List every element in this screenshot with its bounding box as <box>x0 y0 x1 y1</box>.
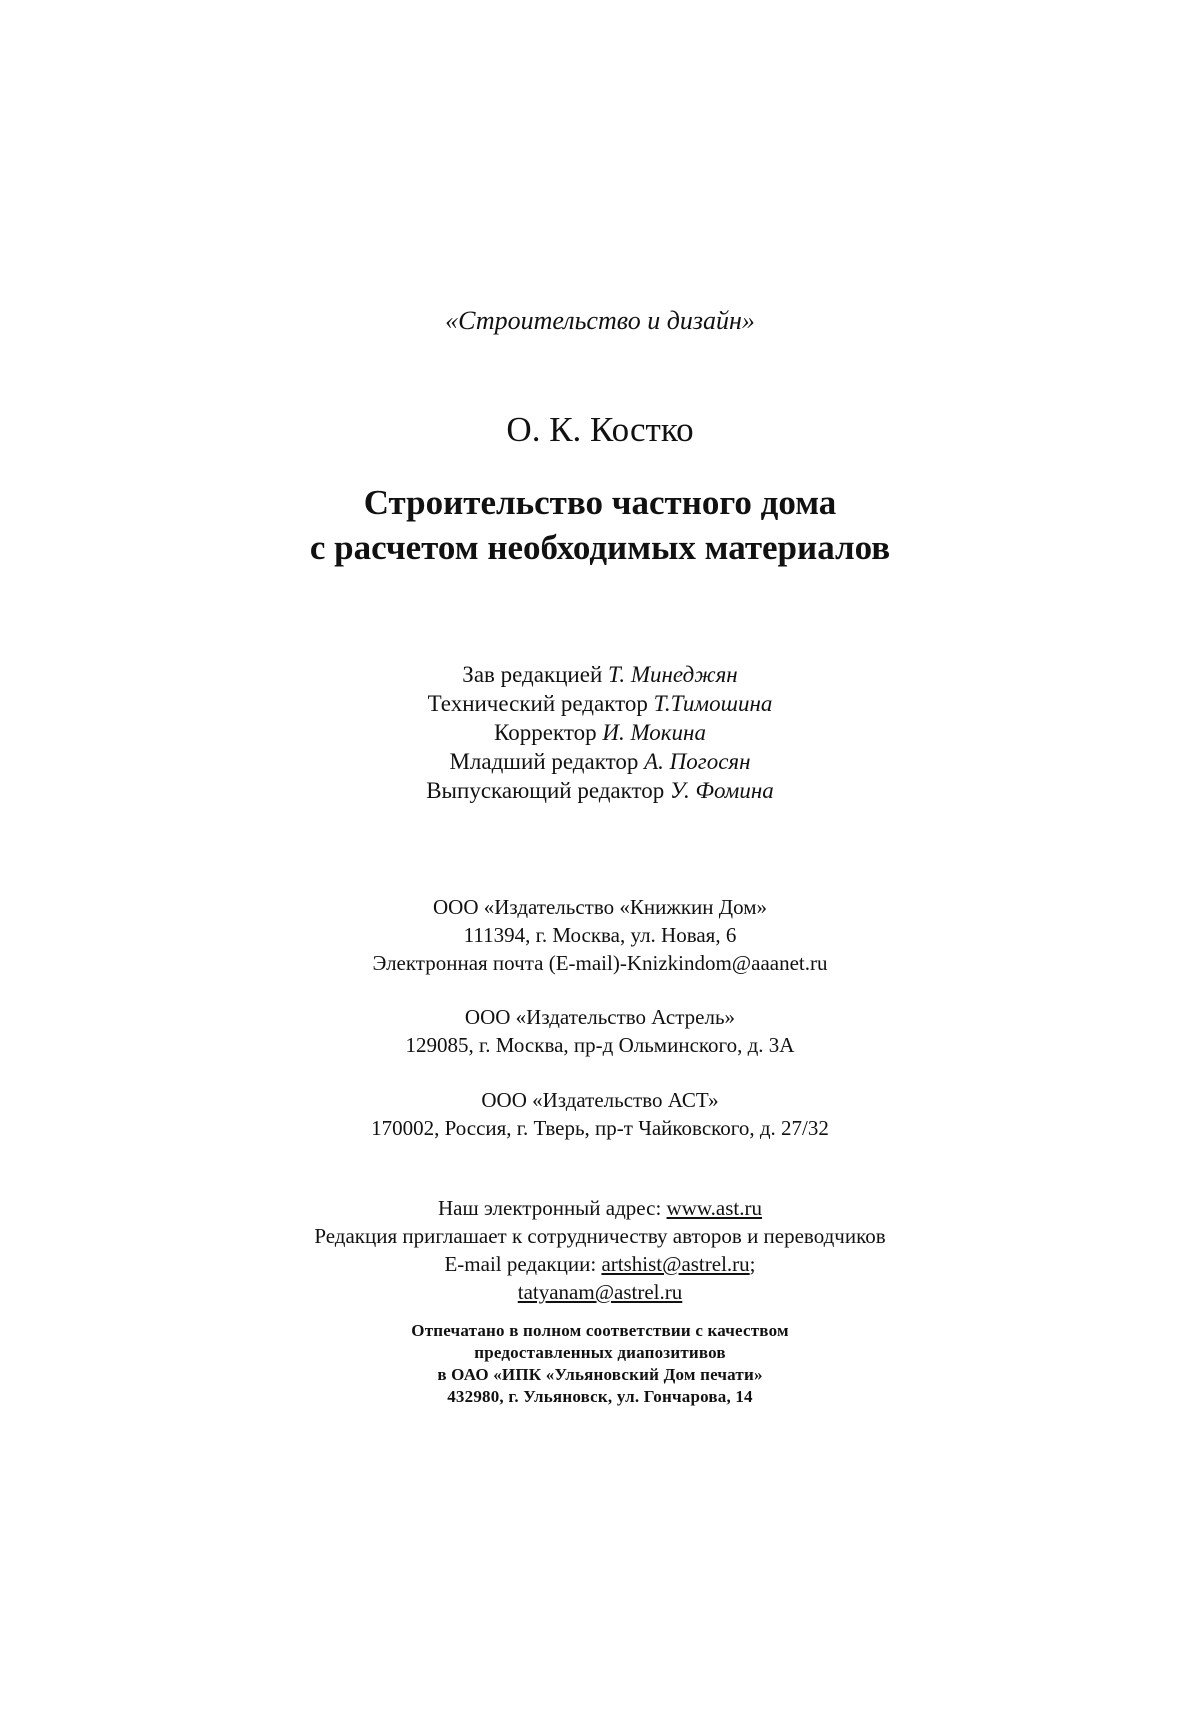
staff-line <box>0 660 1200 689</box>
publisher-line: ООО «Издательство Астрель» <box>464 1005 736 1029</box>
staff-name: И. Мокина <box>602 720 706 745</box>
publisher-line: ООО «Издательство «Книжкин Дом» <box>432 895 767 919</box>
publisher-knizhkin-dom <box>0 893 1200 977</box>
email-link-1[interactable]: artshist@astrel.ru <box>601 1252 750 1276</box>
staff-name: У. Фомина <box>670 778 774 803</box>
email-separator: ; <box>749 1252 756 1276</box>
web-address-link[interactable]: www.ast.ru <box>666 1196 762 1220</box>
email-link-2[interactable]: tatyanam@astrel.ru <box>517 1280 683 1304</box>
staff-line <box>0 776 1200 805</box>
contacts <box>0 1194 1200 1306</box>
book-title-line-1: Строительство частного дома <box>363 483 837 522</box>
web-address-line <box>0 1194 1200 1222</box>
author-name: О. К. Костко <box>506 410 694 449</box>
staff-role: Выпускающий редактор <box>426 778 665 803</box>
web-address-label: Наш электронный адрес: <box>438 1196 667 1220</box>
invite-line: Редакция приглашает к сотрудничеству авторов и переводчиков <box>314 1224 886 1248</box>
staff-line <box>0 689 1200 718</box>
staff-name: Т.Тимошина <box>653 691 773 716</box>
email-line-2 <box>0 1278 1200 1306</box>
publisher-ast <box>0 1086 1200 1142</box>
email-line <box>0 1250 1200 1278</box>
staff-line <box>0 718 1200 747</box>
printing-line: Отпечатано в полном соответствии с качеством <box>411 1321 789 1340</box>
printing-line: 432980, г. Ульяновск, ул. Гончарова, 14 <box>447 1387 753 1406</box>
staff-name: А. Погосян <box>644 749 751 774</box>
staff-role: Зав редакцией <box>462 662 603 687</box>
email-label: E-mail редакции: <box>444 1252 602 1276</box>
publisher-astrel <box>0 1003 1200 1059</box>
staff-line <box>0 747 1200 776</box>
staff-role: Корректор <box>494 720 597 745</box>
staff-role: Технический редактор <box>427 691 648 716</box>
book-title <box>0 480 1200 570</box>
publisher-line: 129085, г. Москва, пр-д Ольминского, д. 3А <box>405 1033 795 1057</box>
staff-name: Т. Минеджян <box>608 662 738 687</box>
series-title: «Строительство и дизайн» <box>445 306 755 335</box>
publisher-line: Электронная почта (E-mail)-Knizkindom@aaanet.ru <box>372 951 828 975</box>
printing-line: в ОАО «ИПК «Ульяновский Дом печати» <box>437 1365 763 1384</box>
publisher-line: ООО «Издательство АСТ» <box>481 1088 719 1112</box>
book-title-line-2: с расчетом необходимых материалов <box>309 528 891 567</box>
printing-line: предоставленных диапозитивов <box>474 1343 726 1362</box>
printing-info <box>0 1320 1200 1408</box>
publisher-line: 111394, г. Москва, ул. Новая, 6 <box>463 923 737 947</box>
staff-role: Младший редактор <box>449 749 639 774</box>
editorial-staff <box>0 660 1200 805</box>
publisher-line: 170002, Россия, г. Тверь, пр-т Чайковского, д. 27/32 <box>371 1116 829 1140</box>
